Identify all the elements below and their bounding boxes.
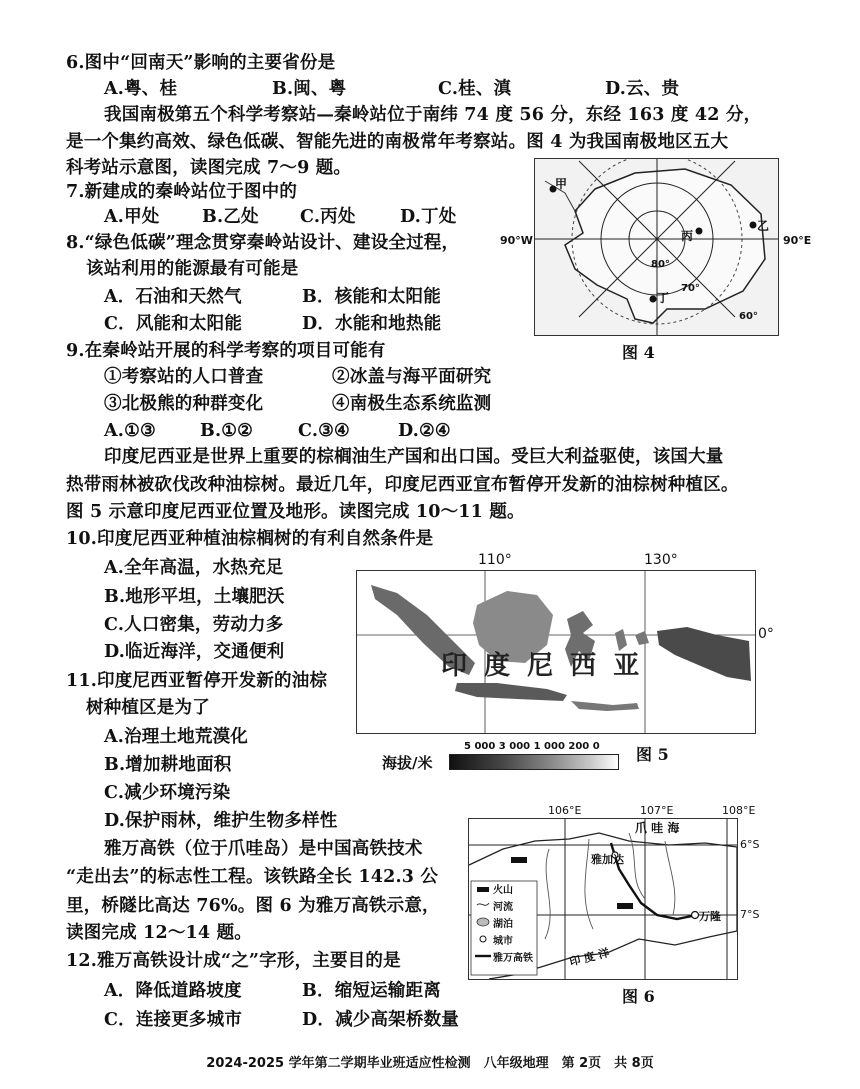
passage3-line: 雅万高铁（位于爪哇岛）是中国高铁技术 <box>104 839 423 859</box>
legend-city-label: 城市 <box>493 936 513 947</box>
q10-option-d: D.临近海洋，交通便利 <box>104 642 285 662</box>
q7-stem: 7.新建成的秦岭站位于图中的 <box>66 182 298 202</box>
figure-6-caption: 图 6 <box>622 987 655 1006</box>
q12-option-a: A．降低道路坡度 <box>104 981 242 1001</box>
q10-option-a: A.全年高温，水热充足 <box>104 558 284 578</box>
jakarta-label: 雅加达 <box>591 853 624 866</box>
fig6-lon-107-label: 107°E <box>640 804 674 817</box>
legend-lake-label: 湖泊 <box>493 919 513 930</box>
q8-option-d: D．水能和地热能 <box>302 314 442 334</box>
q8-option-a: A．石油和天然气 <box>104 287 242 307</box>
fig4-90w-label: 90°W <box>500 234 533 247</box>
passage3-line: 读图完成 12～14 题。 <box>66 923 252 943</box>
q9-option-d: D.②④ <box>398 421 451 441</box>
fig6-lat-7s-label: 7°S <box>740 908 760 921</box>
q9-option-c: C.③④ <box>298 421 350 441</box>
fig5-lon-130-label: 130° <box>644 552 678 568</box>
fig6-lon-108-label: 108°E <box>722 804 756 817</box>
passage2-line: 印度尼西亚是世界上重要的棕榈油生产国和出口国。受巨大利益驱使，该国大量 <box>104 447 724 467</box>
station-bing-label: 丙 <box>681 229 694 243</box>
fig6-lat-6s-label: 6°S <box>740 838 760 851</box>
q9-item-1: ①考察站的人口普查 <box>104 367 264 387</box>
legend-city-icon <box>480 936 486 942</box>
q11-stem-cont: 树种植区是为了 <box>86 698 210 718</box>
q9-item-4: ④南极生态系统监测 <box>332 394 492 414</box>
passage3-line: “走出去”的标志性工程。该铁路全长 142.3 公 <box>66 867 439 887</box>
station-jia-label: 甲 <box>555 177 568 191</box>
passage3-line: 里，桥隧比高达 76%。图 6 为雅万高铁示意， <box>66 896 440 916</box>
q6-option-b: B.闽、粤 <box>272 79 347 99</box>
q12-option-c: C．连接更多城市 <box>104 1010 243 1030</box>
volcano-marker <box>617 903 633 909</box>
java-island <box>455 683 567 701</box>
figure-5-indonesia-map <box>356 570 756 734</box>
q6-option-a: A.粤、桂 <box>104 79 178 99</box>
q8-stem: 8.“绿色低碳”理念贯穿秦岭站设计、建设全过程， <box>66 233 460 253</box>
river-lines <box>545 833 675 939</box>
q9-stem: 9.在秦岭站开展的科学考察的项目可能有 <box>66 341 386 361</box>
legend-volcano-icon <box>477 887 489 892</box>
q9-item-2: ②冰盖与海平面研究 <box>332 367 492 387</box>
lat-60-label: 60° <box>739 311 758 322</box>
legend-river-label: 河流 <box>493 902 513 913</box>
indian-ocean-label: 印 度 洋 <box>568 946 611 969</box>
lat-70-label: 70° <box>681 283 700 294</box>
q8-option-b: B．核能和太阳能 <box>302 287 441 307</box>
passage1-line: 科考站示意图，读图完成 7～9 题。 <box>66 158 352 178</box>
q10-option-c: C.人口密集，劳动力多 <box>104 615 284 635</box>
fig5-elevation-legend-bar <box>449 754 619 770</box>
q7-option-d: D.丁处 <box>400 207 457 227</box>
q6-stem: 6.图中“回南天”影响的主要省份是 <box>66 53 336 73</box>
antarctica-map-svg <box>535 159 778 335</box>
passage1-line: 我国南极第五个科学考察站—秦岭站位于南纬 74 度 56 分，东经 163 度 42 分， <box>104 105 762 125</box>
q6-option-c: C.桂、滇 <box>438 79 512 99</box>
q12-option-b: B．缩短运输距离 <box>302 981 441 1001</box>
q8-stem-cont: 该站利用的能源最有可能是 <box>86 259 299 279</box>
q7-option-b: B.乙处 <box>202 207 259 227</box>
q11-option-a: A.治理土地荒漠化 <box>104 727 248 747</box>
station-yi-dot <box>750 222 757 229</box>
lesser-sunda-islands <box>571 701 639 711</box>
q10-stem: 10.印度尼西亚种植油棕榈树的有利自然条件是 <box>66 529 434 549</box>
fig5-lon-110-label: 110° <box>478 552 512 568</box>
legend-volcano-label: 火山 <box>493 885 513 896</box>
station-ding-label: 丁 <box>657 291 670 305</box>
q9-option-b: B.①② <box>200 421 254 441</box>
q11-option-b: B.增加耕地面积 <box>104 755 232 775</box>
q7-option-c: C.丙处 <box>300 207 356 227</box>
volcano-marker <box>511 857 527 863</box>
station-ding-dot <box>650 296 657 303</box>
fig6-lon-106-label: 106°E <box>548 804 582 817</box>
legend-lake-icon <box>477 918 489 926</box>
page-footer: 2024-2025 学年第二学期毕业班适应性检测 八年级地理 第 2页 共 8页 <box>206 1056 654 1071</box>
figure-6-java-railway-map <box>468 818 738 980</box>
legend-railway-label: 雅万高铁 <box>493 953 533 964</box>
q11-option-d: D.保护雨林，维护生物多样性 <box>104 811 338 831</box>
passage2-line: 热带雨林被砍伐改种油棕树。最近几年，印度尼西亚宣布暂停开发新的油棕树种植区。 <box>66 475 739 495</box>
passage2-line: 图 5 示意印度尼西亚位置及地形。读图完成 10～11 题。 <box>66 502 525 522</box>
q11-stem: 11.印度尼西亚暂停开发新的油棕 <box>66 671 328 691</box>
fig5-lat-0-label: 0° <box>758 626 774 642</box>
bandung-city-marker <box>692 912 699 919</box>
station-bing-dot <box>696 228 703 235</box>
lat-80-label: 80° <box>651 259 670 270</box>
q10-option-b: B.地形平坦，土壤肥沃 <box>104 587 285 607</box>
fig5-elevation-legend-ticks: 5 000 3 000 1 000 200 0 <box>464 741 600 752</box>
figure-4-antarctica-map <box>534 158 779 336</box>
fig4-90e-label: 90°E <box>783 234 812 247</box>
q11-option-c: C.减少环境污染 <box>104 783 231 803</box>
figure-5-caption: 图 5 <box>636 745 669 764</box>
q6-option-d: D.云、贵 <box>605 79 680 99</box>
java-sea-label: 爪 哇 海 <box>635 821 680 835</box>
maluku-island <box>635 631 649 645</box>
bandung-label: 万隆 <box>699 910 721 923</box>
indonesia-country-label: 印 度 尼 西 亚 <box>441 651 644 681</box>
q9-option-a: A.①③ <box>104 421 156 441</box>
q12-stem: 12.雅万高铁设计成“之”字形，主要目的是 <box>66 951 401 971</box>
figure-4-caption: 图 4 <box>622 343 655 362</box>
station-yi-label: 乙 <box>757 219 770 233</box>
passage1-line: 是一个集约高效、绿色低碳、智能先进的南极常年考察站。图 4 为我国南极地区五大 <box>66 132 729 152</box>
q8-option-c: C．风能和太阳能 <box>104 314 243 334</box>
fig5-elevation-legend-title: 海拔/米 <box>382 754 433 772</box>
q12-option-d: D．减少高架桥数量 <box>302 1010 459 1030</box>
q7-option-a: A.甲处 <box>104 207 160 227</box>
q9-item-3: ③北极熊的种群变化 <box>104 394 264 414</box>
